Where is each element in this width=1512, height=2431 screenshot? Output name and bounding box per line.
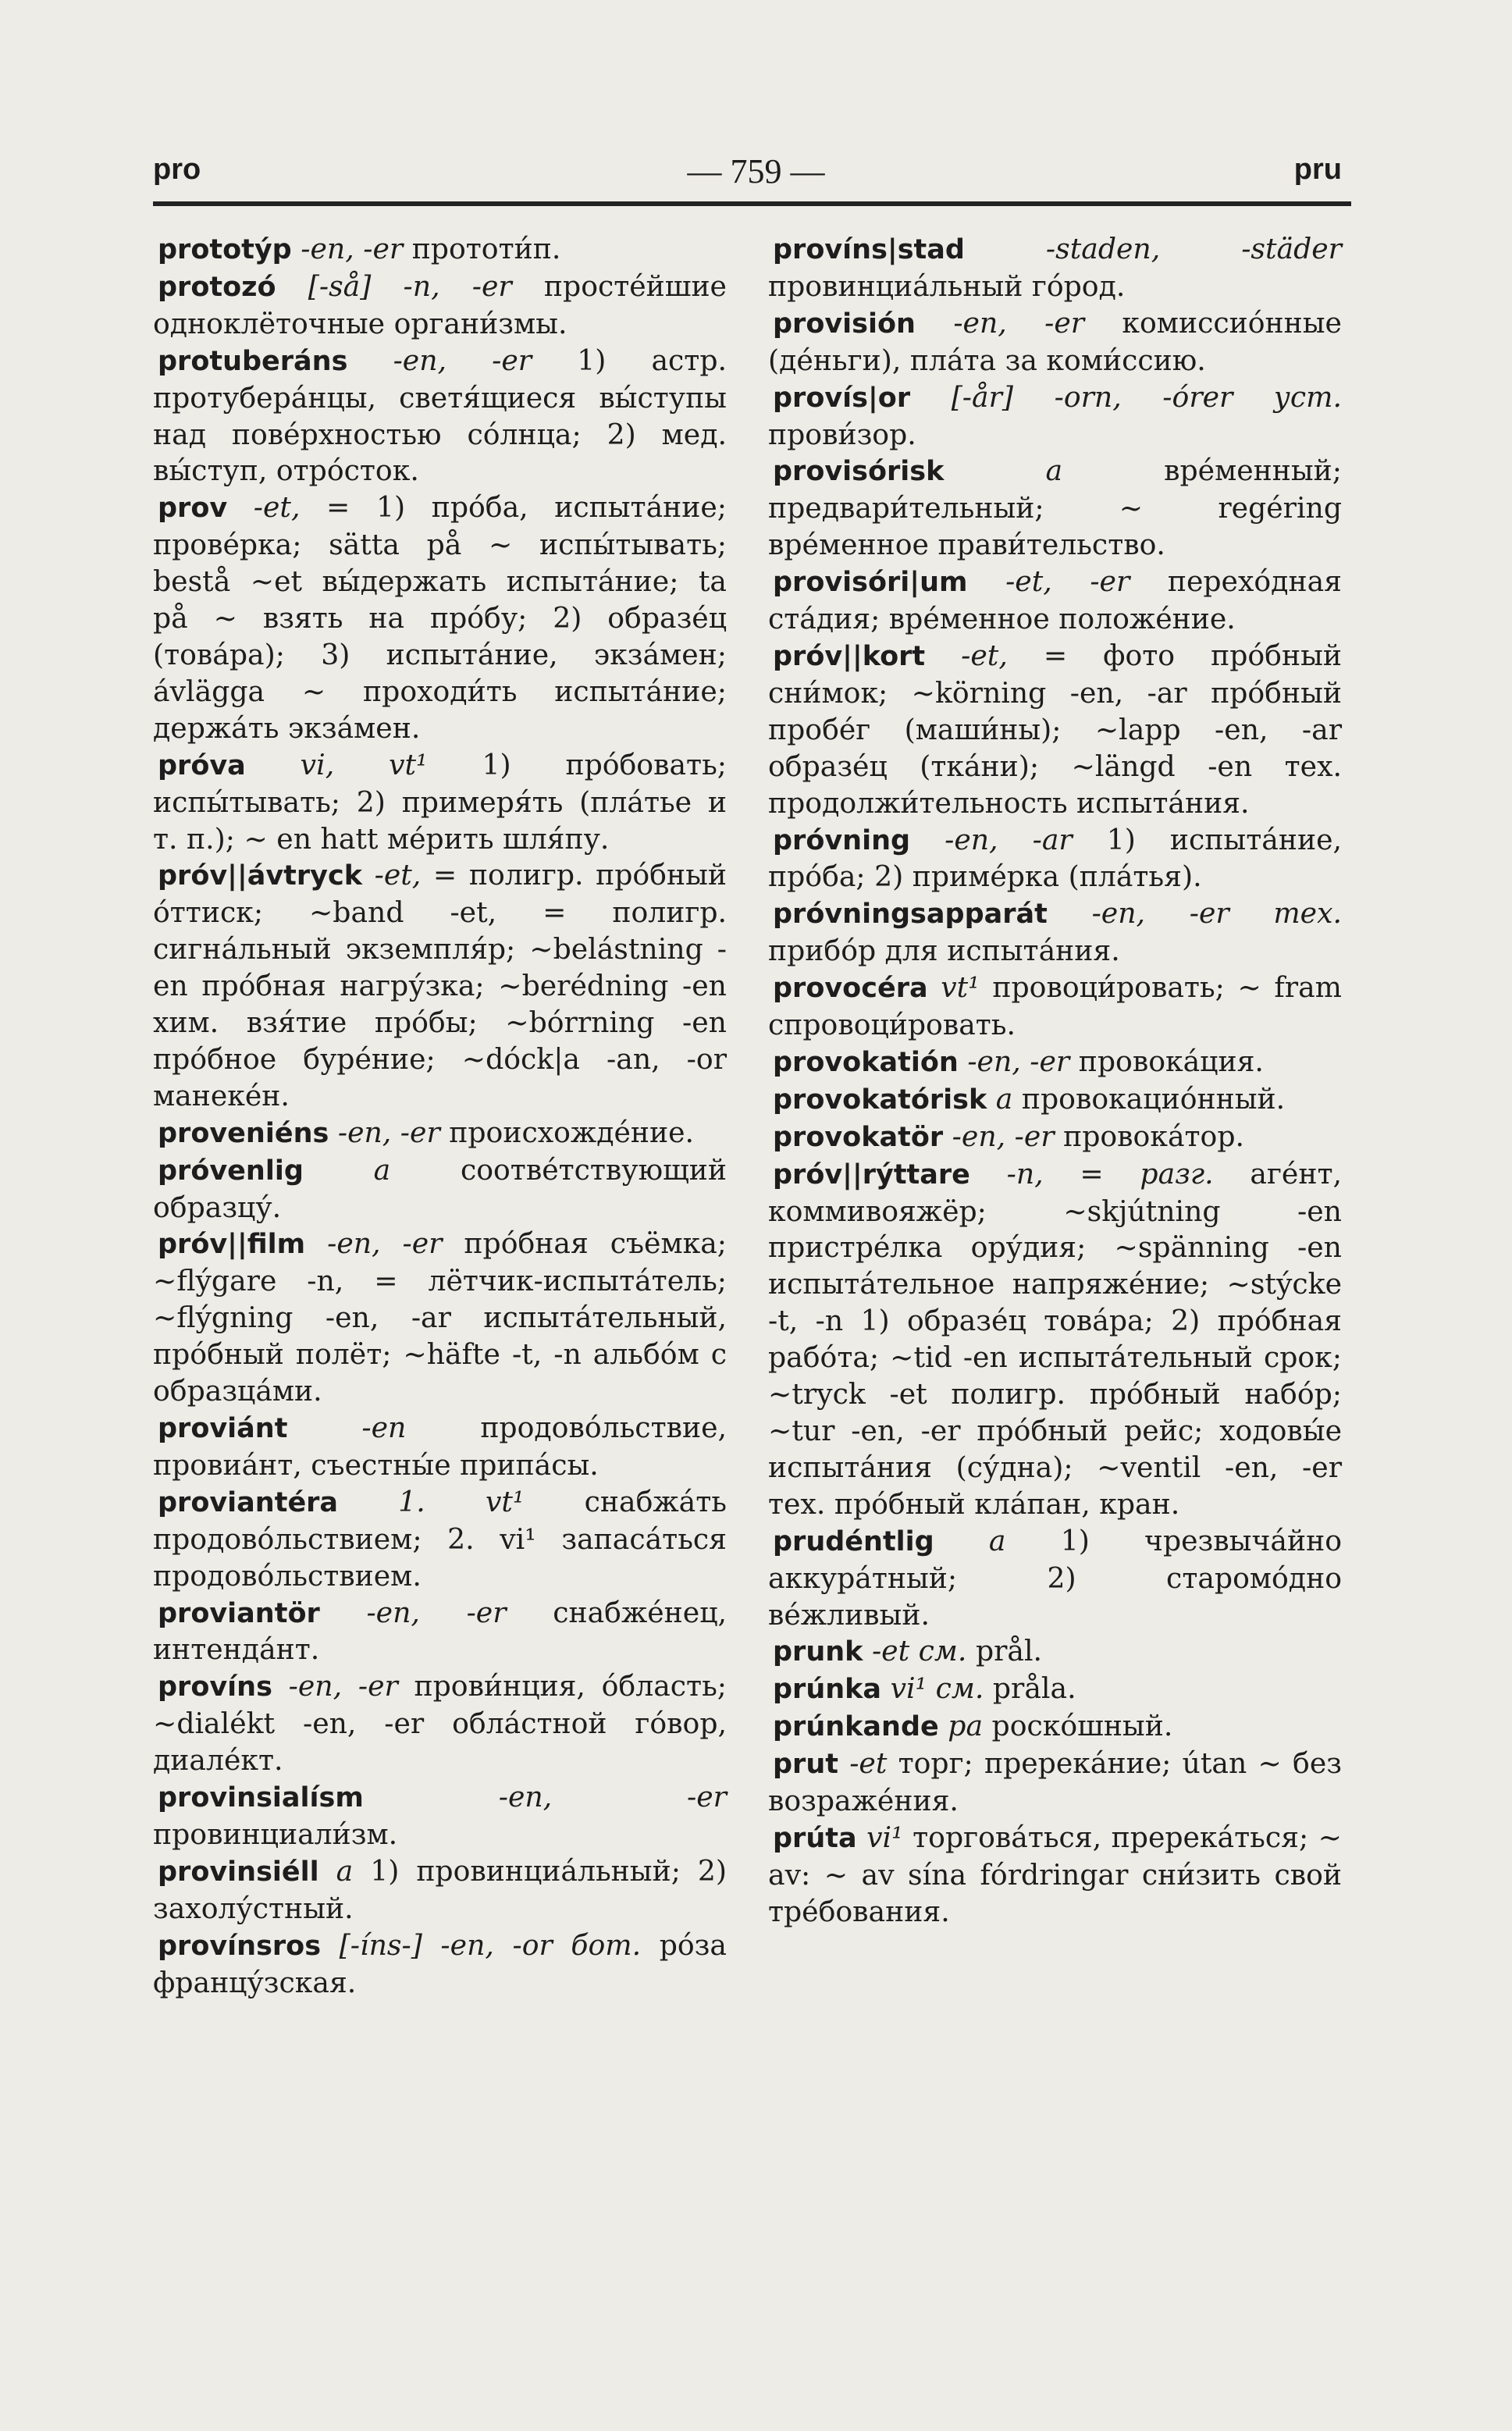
entry-grammar: -en, -ar <box>945 822 1073 856</box>
entry-definition: соотве́тствующий образцу́. <box>153 1152 727 1224</box>
dictionary-entry <box>768 638 1342 822</box>
dictionary-entry <box>768 1746 1342 1820</box>
entry-headword: provokatör <box>773 1121 944 1153</box>
entry-grammar: -et, -er <box>1005 564 1130 599</box>
dictionary-entry <box>768 1820 1342 1931</box>
entry-headword: prov <box>158 493 228 525</box>
dictionary-entry <box>768 1156 1342 1523</box>
entry-grammar: [-så] -n, -er <box>308 269 512 303</box>
entry-grammar: -en, -er <box>952 1119 1055 1153</box>
entry-definition: ро́за францу́зская. <box>153 1927 727 1999</box>
entry-grammar: -en, -er <box>953 305 1085 340</box>
entry-headword: protuberáns <box>158 345 348 377</box>
entry-grammar: vi¹ см. <box>890 1671 984 1706</box>
entry-definition: pråla. <box>992 1671 1076 1706</box>
dictionary-entry <box>153 1668 727 1779</box>
dictionary-entry <box>153 343 727 490</box>
entry-definition: аге́нт, коммивояжёр; ~skjútning -en пристре́лка ору́дия; ~spänning -en испыта́тельное напряже́ние; ~stýcke -t, -n 1) образе́ц това́ра; 2) про́бная рабо́та; ~tid -en испыта́тельный срок; ~tryck -et полигр. про́бный набо́р; ~tur -en, -er про́бный рейс; ходовы́е испыта́ния (су́дна); ~ventil -en, -er тех. про́бный кла́пан, кран. <box>768 1156 1342 1521</box>
entry-grammar: -en, -er <box>301 232 404 265</box>
entry-headword: proveniéns <box>158 1117 329 1149</box>
entry-definition: провокацио́нный. <box>1021 1081 1286 1116</box>
entry-grammar: 1. vt¹ <box>398 1484 525 1518</box>
entry-definition: прови́зор. <box>768 417 916 451</box>
entry-grammar: a <box>995 1081 1013 1116</box>
dictionary-entry <box>153 1484 727 1595</box>
entry-headword: prúta <box>773 1822 857 1854</box>
entry-headword: provokatórisk <box>773 1084 987 1116</box>
dictionary-entry <box>153 1595 727 1669</box>
entry-definition: прототи́п. <box>411 232 561 265</box>
entry-headword: prunk <box>773 1636 863 1668</box>
entry-grammar: -en, -er <box>327 1226 443 1261</box>
entry-grammar: a <box>1045 454 1063 488</box>
entry-grammar: -et, = <box>253 490 350 525</box>
dictionary-entry <box>768 231 1342 305</box>
entry-definition: прибо́р для испыта́ния. <box>768 934 1120 968</box>
entry-grammar: -en, -er <box>337 1115 440 1149</box>
dictionary-entry <box>768 1671 1342 1708</box>
entry-definition: торг; пререка́ние; útan ~ без возраже́ния. <box>768 1746 1342 1818</box>
dictionary-entry <box>153 489 727 746</box>
entry-grammar: -en, -er <box>366 1595 507 1629</box>
entry-grammar: [-år] -orn, -órer уст. <box>951 379 1342 414</box>
entry-definition: провоци́ровать; ~ fram спровоци́ровать. <box>768 970 1342 1042</box>
dictionary-entry <box>768 1081 1342 1119</box>
entry-headword: próvning <box>773 824 911 856</box>
entry-headword: proviánt <box>158 1413 288 1444</box>
dictionary-entry <box>153 747 727 858</box>
dictionary-entry <box>768 453 1342 564</box>
entry-definition: 1) чрезвыча́йно аккура́тный; 2) старомо́дно ве́жливый. <box>768 1523 1342 1632</box>
entry-definition: 1) астр. протубера́нцы, светя́щиеся вы́ступы над пове́рхностью со́лнца; 2) мед. вы́ступ, отро́сток. <box>153 343 727 488</box>
entry-definition: провинциали́зм. <box>153 1817 398 1851</box>
entry-grammar: -n, = разг. <box>1006 1156 1214 1191</box>
entry-grammar: vi, vt¹ <box>300 747 428 781</box>
entry-headword: próv||film <box>158 1229 306 1261</box>
dictionary-entry <box>153 1226 727 1410</box>
entry-definition: провока́тор. <box>1063 1119 1244 1153</box>
left-guide-word: pro <box>153 153 201 186</box>
entry-headword: próv||rýttare <box>773 1159 970 1191</box>
right-column <box>768 231 1342 1931</box>
dictionary-entry <box>153 269 727 343</box>
entry-grammar: -en <box>361 1411 407 1444</box>
entry-definition: провинциа́льный го́род. <box>768 269 1126 303</box>
entry-grammar: -et см. <box>871 1634 967 1668</box>
entry-headword: proviantör <box>158 1597 320 1629</box>
page-number: — 759 — <box>687 152 825 190</box>
dictionary-entry <box>153 1927 727 2002</box>
dictionary-entry <box>768 1044 1342 1081</box>
dictionary-entry <box>153 1410 727 1484</box>
entry-definition: prål. <box>975 1634 1043 1668</box>
entry-definition: перехо́дная ста́дия; вре́менное положе́ние. <box>768 564 1342 636</box>
entry-grammar: -en, -er <box>288 1669 398 1703</box>
entry-definition: комиссио́нные (де́ньги), пла́та за коми́ссию. <box>768 305 1342 377</box>
entry-definition: снабже́нец, интенда́нт. <box>153 1595 727 1667</box>
dictionary-entry <box>768 1708 1342 1746</box>
entry-definition: вре́менный; предвари́тельный; ~ regéring вре́менное прави́тельство. <box>768 454 1342 562</box>
dictionary-entry <box>768 822 1342 896</box>
entry-headword: províns <box>158 1671 272 1703</box>
entry-headword: provís|or <box>773 382 911 414</box>
entry-definition: продово́льствие, провиа́нт, съестны́е припа́сы. <box>153 1411 727 1482</box>
entry-definition: роско́шный. <box>991 1709 1173 1743</box>
entry-grammar: a <box>336 1853 354 1888</box>
entry-headword: próvningsapparát <box>773 899 1048 931</box>
dictionary-entry <box>153 857 727 1114</box>
dictionary-entry <box>768 970 1342 1044</box>
entry-headword: próv||ávtryck <box>158 860 363 892</box>
entry-headword: provisión <box>773 308 916 340</box>
entry-definition: прови́нция, о́бласть; ~dialékt -en, -er обла́стной го́вор, диале́кт. <box>153 1669 727 1778</box>
entry-grammar: vi¹ <box>866 1820 903 1854</box>
entry-headword: provinsialísm <box>158 1782 364 1814</box>
entry-headword: prototýp <box>158 234 292 265</box>
entry-definition: торгова́ться, пререка́ться; ~ av: ~ av sína fórdringar сни́зить свой тре́бования. <box>768 1820 1342 1928</box>
entry-grammar: a <box>373 1152 391 1187</box>
entry-headword: prut <box>773 1749 838 1781</box>
dictionary-entry <box>768 1119 1342 1156</box>
entry-definition: происхожде́ние. <box>449 1115 695 1149</box>
entry-grammar: -et, = <box>961 638 1068 672</box>
entry-grammar: -et <box>849 1746 888 1781</box>
entry-definition: 1) провинциа́льный; 2) захолу́стный. <box>153 1853 727 1925</box>
dictionary-entry <box>768 305 1342 379</box>
entry-headword: prudéntlig <box>773 1525 934 1557</box>
entry-grammar: -en, -er <box>498 1780 727 1814</box>
entry-grammar: [-íns-] -en, -or бот. <box>339 1927 642 1962</box>
entry-headword: próva <box>158 749 246 781</box>
dictionary-entry <box>153 231 727 269</box>
entry-definition: фото про́бный сни́мок; ~körning -en, -ar про́бный пробе́г (маши́ны); ~lapp -en, -ar образе́ц (тка́ни); ~längd -en тех. продолжи́тельность испыта́ния. <box>768 638 1342 820</box>
header-rule <box>153 201 1351 206</box>
entry-headword: provocéra <box>773 973 928 1005</box>
entry-headword: provokatión <box>773 1046 959 1078</box>
entry-definition: снабжа́ть продово́льствием; 2. vi¹ запаса́ться продово́льствием. <box>153 1484 727 1593</box>
dictionary-entry <box>153 1779 727 1853</box>
entry-grammar: -en, -er тех. <box>1091 896 1342 931</box>
entry-headword: provínsros <box>158 1930 322 1962</box>
entry-definition: 1) про́бовать; испы́тывать; 2) примеря́ть (пла́тье и т. п.); ~ en hatt ме́рить шля́пу. <box>153 747 727 856</box>
entry-grammar: vt¹ <box>941 970 980 1005</box>
dictionary-entry <box>153 1115 727 1152</box>
right-guide-word: pru <box>1293 153 1342 186</box>
entry-headword: prúnkande <box>773 1711 939 1743</box>
entry-grammar: -en, -er <box>967 1044 1070 1078</box>
entry-headword: próvenlig <box>158 1155 304 1187</box>
left-column <box>153 231 727 2002</box>
entry-headword: proviantéra <box>158 1486 339 1518</box>
dictionary-entry <box>153 1152 727 1226</box>
entry-headword: protozó <box>158 271 276 303</box>
entry-definition: про́бная съёмка; ~flýgare -n, = лётчик-испыта́тель; ~flýgning -en, -ar испыта́тельный, про́бный полёт; ~häfte -t, -n альбо́м с образца́ми. <box>153 1226 727 1408</box>
dictionary-entry <box>768 895 1342 970</box>
entry-definition: полигр. про́бный о́ттиск; ~band -et, = полигр. сигна́льный экземпля́р; ~belástning -en про́бная нагру́зка; ~berédning -en хим. взя́тие про́бы; ~bórrning -en про́бное буре́ние; ~dóck|a -an, -or манеке́н. <box>153 858 727 1112</box>
entry-grammar: pa <box>948 1709 984 1743</box>
dictionary-entry <box>768 379 1342 454</box>
entry-headword: provinsiéll <box>158 1856 319 1888</box>
entry-grammar: a <box>988 1523 1006 1557</box>
entry-headword: próv||kort <box>773 640 926 672</box>
entry-headword: provisórisk <box>773 456 945 488</box>
entry-headword: provisóri|um <box>773 567 968 599</box>
dictionary-entry <box>768 1633 1342 1671</box>
entry-headword: prúnka <box>773 1674 882 1706</box>
dictionary-entry <box>768 1523 1342 1634</box>
entry-grammar: -et, = <box>374 858 457 892</box>
entry-definition: 1) про́ба, испыта́ние; прове́рка; sätta på ~ испы́тывать; bestå ~et вы́держать испыта́ние; ta på ~ взять на про́бу; 2) образе́ц (това́ра); 3) испыта́ние, экза́мен; ávlägga ~ проходи́ть испыта́ние; держа́ть экза́мен. <box>153 490 727 745</box>
dictionary-entry <box>153 1853 727 1927</box>
entry-grammar: -staden, -städer <box>1045 232 1342 265</box>
entry-definition: 1) испыта́ние, про́ба; 2) приме́рка (пла́тья). <box>768 822 1342 894</box>
dictionary-entry <box>768 564 1342 638</box>
entry-grammar: -en, -er <box>393 343 532 377</box>
entry-definition: провока́ция. <box>1078 1044 1264 1078</box>
entry-headword: províns|stad <box>773 234 965 265</box>
entry-definition: просте́йшие одноклёточные органи́змы. <box>153 269 727 340</box>
